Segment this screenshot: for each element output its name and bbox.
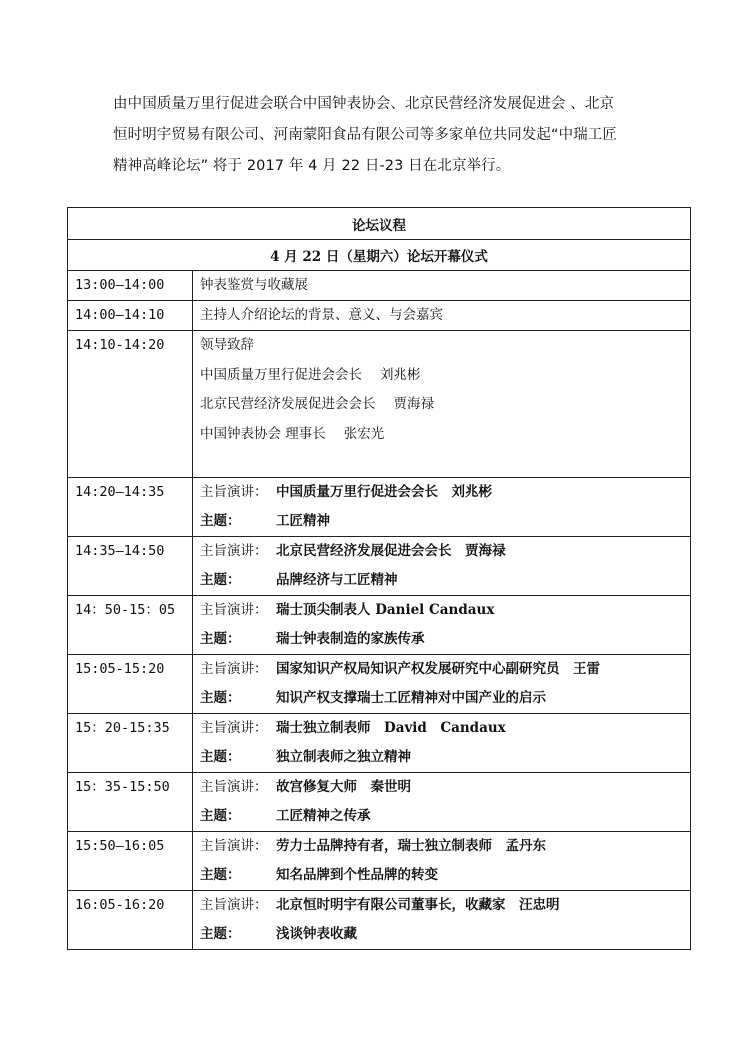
content-cell xyxy=(193,655,691,714)
row-text: 主持人介绍论坛的背景、意义、与会嘉宾 xyxy=(200,307,443,323)
theme-line xyxy=(200,566,690,595)
content-cell xyxy=(193,773,691,832)
speech-label: 主旨演讲： xyxy=(200,838,268,854)
time-cell: 15:05-15:20 xyxy=(68,655,193,714)
speaker-line xyxy=(200,478,690,507)
theme-line xyxy=(200,861,690,890)
table-row xyxy=(68,596,691,655)
theme-line xyxy=(200,920,690,949)
theme-label: 主题： xyxy=(200,808,241,824)
speaker-line xyxy=(200,773,690,802)
speaker-line xyxy=(200,714,690,743)
row-text: 钟表鉴赏与收藏展 xyxy=(200,277,308,293)
theme-line xyxy=(200,625,690,654)
time-cell: 14:10-14:20 xyxy=(68,331,193,478)
leader-name: 张宏光 xyxy=(343,425,385,442)
theme: 工匠精神 xyxy=(276,513,330,529)
table-row xyxy=(68,537,691,596)
content-cell xyxy=(193,891,691,950)
speaker-line xyxy=(200,655,690,684)
table-row xyxy=(68,655,691,714)
speech-label: 主旨演讲： xyxy=(200,661,268,677)
speaker-line xyxy=(200,832,690,861)
speaker-line xyxy=(200,596,690,625)
time-cell: 13:00—14:00 xyxy=(68,271,193,301)
speaker: 故宫修复大师 秦世明 xyxy=(276,779,411,795)
time-cell: 14:20—14:35 xyxy=(68,478,193,537)
time-cell: 15：35-15:50 xyxy=(68,773,193,832)
theme: 知名品牌到个性品牌的转变 xyxy=(276,867,438,883)
leader-org: 中国钟表协会 理事长 xyxy=(200,425,326,442)
theme: 品牌经济与工匠精神 xyxy=(276,572,398,588)
leader-org: 北京民营经济发展促进会会长 xyxy=(200,396,376,412)
agenda-table xyxy=(67,207,691,950)
time-cell: 15：20-15:35 xyxy=(68,714,193,773)
speech-label: 主旨演讲： xyxy=(200,484,268,500)
speech-label: 主旨演讲： xyxy=(200,779,268,795)
content-cell xyxy=(193,714,691,773)
table-row xyxy=(68,478,691,537)
content-cell xyxy=(193,596,691,655)
table-row xyxy=(68,832,691,891)
speaker: 北京恒时明宇有限公司董事长，收藏家 汪忠明 xyxy=(276,897,560,913)
theme-label: 主题： xyxy=(200,926,241,942)
theme-line xyxy=(200,802,690,831)
speech-label: 主旨演讲： xyxy=(200,602,268,618)
theme: 浅谈钟表收藏 xyxy=(276,926,357,942)
content-cell xyxy=(193,331,691,478)
content-cell xyxy=(193,271,691,301)
theme-label: 主题： xyxy=(200,690,241,706)
speaker: 瑞士独立制表师 David Candaux xyxy=(276,720,506,736)
content-cell xyxy=(193,832,691,891)
intro-paragraph xyxy=(113,89,653,182)
theme-label: 主题： xyxy=(200,513,241,529)
theme: 知识产权支撑瑞士工匠精神对中国产业的启示 xyxy=(276,690,546,706)
table-row xyxy=(68,773,691,832)
intro-line: 恒时明宇贸易有限公司、河南蒙阳食品有限公司等多家单位共同发起“中瑞工匠 xyxy=(113,127,618,143)
agenda-title-row xyxy=(68,208,691,240)
time-cell: 14:35—14:50 xyxy=(68,537,193,596)
table-row xyxy=(68,271,691,301)
leader-item xyxy=(200,390,690,420)
theme-label: 主题： xyxy=(200,867,241,883)
theme-line xyxy=(200,743,690,772)
content-cell xyxy=(193,478,691,537)
content-cell xyxy=(193,537,691,596)
speaker: 中国质量万里行促进会会长 刘兆彬 xyxy=(276,484,492,500)
content-cell xyxy=(193,301,691,331)
leaders-heading: 领导致辞 xyxy=(200,337,254,353)
theme: 独立制表师之独立精神 xyxy=(276,749,411,765)
time-cell: 16:05-16:20 xyxy=(68,891,193,950)
day-heading: 4 月 22 日（星期六）论坛开幕仪式 xyxy=(68,240,691,271)
intro-line: 由中国质量万里行促进会联合中国钟表协会、北京民营经济发展促进会 、北京 xyxy=(113,96,615,112)
time-cell: 14：50-15：05 xyxy=(68,596,193,655)
theme-line xyxy=(200,684,690,713)
leader-name: 刘兆彬 xyxy=(380,366,421,383)
speaker: 瑞士顶尖制表人 Daniel Candaux xyxy=(276,602,495,618)
day-heading-row xyxy=(68,240,691,271)
speaker: 北京民营经济发展促进会会长 贾海禄 xyxy=(276,543,506,559)
speaker: 国家知识产权局知识产权发展研究中心副研究员 王雷 xyxy=(276,661,600,677)
leaders-row xyxy=(68,331,691,478)
speech-label: 主旨演讲： xyxy=(200,897,268,913)
speech-label: 主旨演讲： xyxy=(200,720,268,736)
table-row xyxy=(68,301,691,331)
time-cell: 15:50—16:05 xyxy=(68,832,193,891)
theme-label: 主题： xyxy=(200,749,241,765)
agenda-title: 论坛议程 xyxy=(68,208,691,240)
table-row xyxy=(68,891,691,950)
theme-line xyxy=(200,507,690,536)
theme-label: 主题： xyxy=(200,631,241,647)
theme-label: 主题： xyxy=(200,572,241,588)
theme: 工匠精神之传承 xyxy=(276,808,371,824)
leader-org: 中国质量万里行促进会会长 xyxy=(200,366,362,383)
speech-label: 主旨演讲： xyxy=(200,543,268,559)
intro-line: 精神高峰论坛” 将于 2017 年 4 月 22 日-23 日在北京举行。 xyxy=(113,158,511,174)
speaker-line xyxy=(200,891,690,920)
speaker-line xyxy=(200,537,690,566)
leader-item xyxy=(200,420,690,450)
time-cell: 14:00—14:10 xyxy=(68,301,193,331)
table-row xyxy=(68,714,691,773)
leader-item xyxy=(200,361,690,391)
speaker: 劳力士品牌持有者，瑞士独立制表师 孟丹东 xyxy=(276,838,546,854)
leader-name: 贾海禄 xyxy=(393,396,434,412)
theme: 瑞士钟表制造的家族传承 xyxy=(276,631,425,647)
